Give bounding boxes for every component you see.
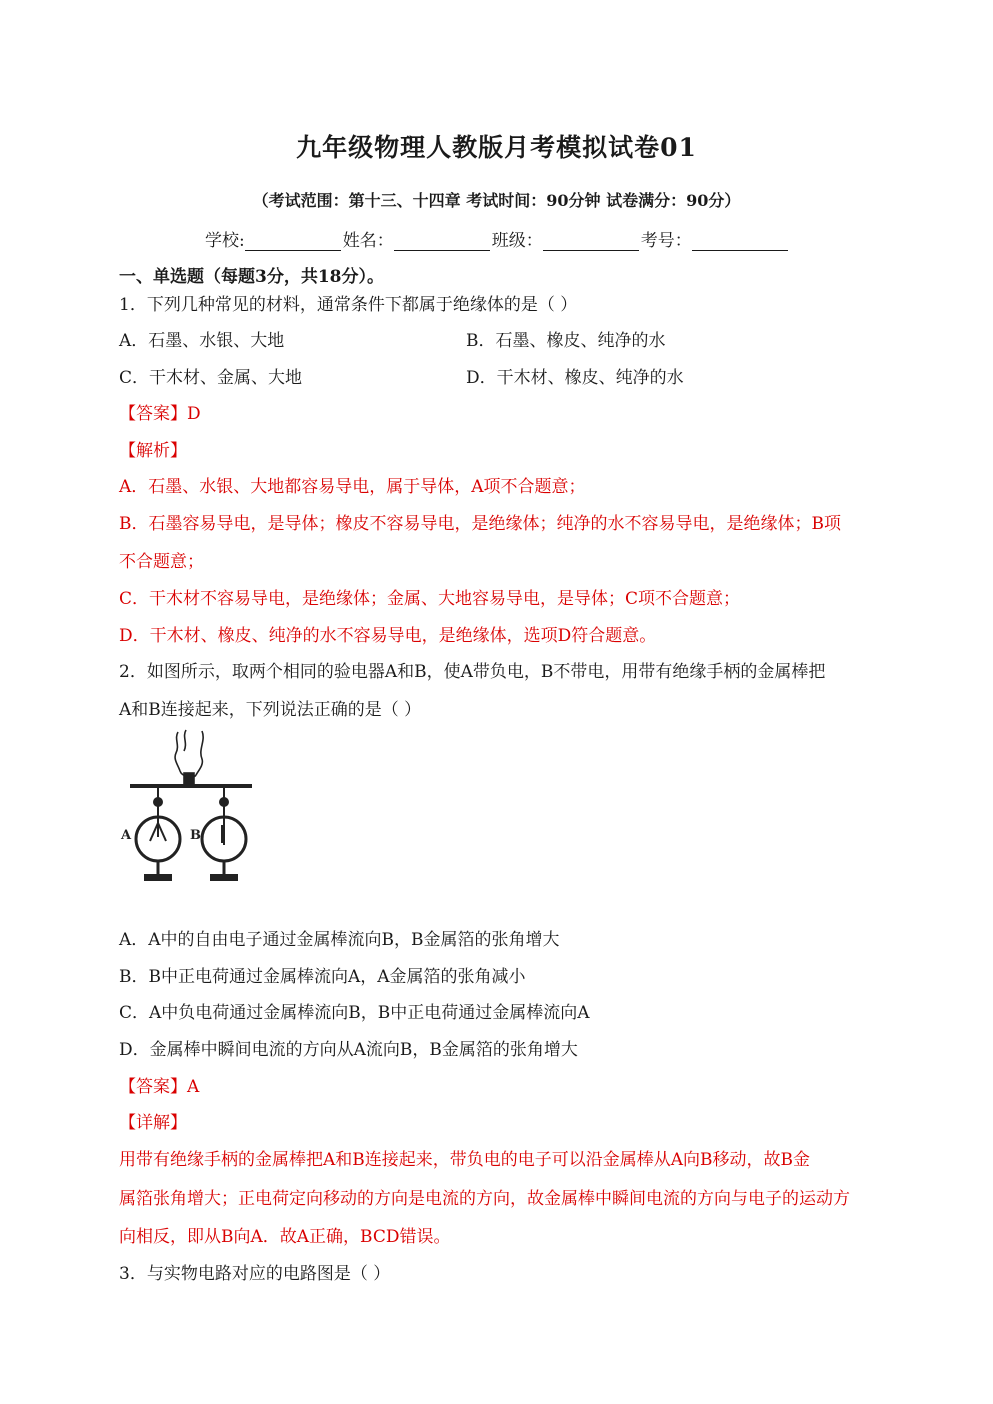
section1-heading: 一、单选题（每题3分，共18分）。: [119, 267, 384, 287]
q1-option-c: C．干木材、金属、大地: [119, 368, 303, 388]
q2-option-a: A．A中的自由电子通过金属棒流向B，B金属箔的张角增大: [119, 930, 560, 950]
exam-title: 九年级物理人教版月考模拟试卷01: [296, 133, 697, 162]
q2-stem-line: A和B连接起来，下列说法正确的是（ ）: [119, 700, 422, 720]
student-info-line: [205, 226, 790, 251]
metal-rod: [130, 784, 252, 788]
q2-analysis-line: 用带有绝缘手柄的金属棒把A和B连接起来，带负电的电子可以沿金属棒从A向B移动，故B金: [119, 1150, 811, 1170]
class-label: 班级：: [491, 231, 543, 251]
q1-analysis-line: D．干木材、橡皮、纯净的水不容易导电，是绝缘体，选项D符合题意。: [119, 626, 657, 646]
q1-answer-value: D: [187, 404, 201, 424]
class-blank[interactable]: [543, 232, 639, 251]
school-blank[interactable]: [245, 232, 341, 251]
label-b: B: [190, 828, 201, 843]
q2-option-b: B．B中正电荷通过金属棒流向A，A金属箔的张角减小: [119, 967, 526, 987]
q2-answer: [119, 1072, 199, 1097]
q2-option-d: D．金属棒中瞬间电流的方向从A流向B，B金属箔的张角增大: [119, 1040, 578, 1060]
q2-stem-line: 2．如图所示，取两个相同的验电器A和B，使A带负电，B不带电，用带有绝缘手柄的金属棒把: [119, 662, 826, 682]
electroscope-b: [202, 788, 246, 880]
q2-analysis-line: 属箔张角增大；正电荷定向移动的方向是电流的方向，故金属棒中瞬间电流的方向与电子的运动方: [119, 1189, 850, 1209]
q1-analysis-line: C．干木材不容易导电，是绝缘体；金属、大地容易导电，是导体；C项不合题意；: [119, 589, 741, 609]
electroscope-a: [136, 788, 180, 880]
name-label: 姓名：: [342, 231, 394, 251]
q1-answer-label: 【答案】: [119, 404, 187, 424]
q2-answer-label: 【答案】: [119, 1077, 187, 1097]
number-label: 考号：: [640, 231, 692, 251]
q1-analysis-line: B．石墨容易导电，是导体；橡皮不容易导电，是绝缘体；纯净的水不容易导电，是绝缘体；B项: [119, 514, 841, 534]
q1-analysis-line: 不合题意；: [119, 552, 204, 572]
q1-stem: 1．下列几种常见的材料，通常条件下都属于绝缘体的是（ ）: [119, 295, 578, 315]
q1-option-b: B．石墨、橡皮、纯净的水: [466, 331, 666, 351]
electroscope-figure: [118, 727, 258, 887]
q1-analysis-line: A．石墨、水银、大地都容易导电，属于导体，A项不合题意；: [119, 477, 586, 497]
name-blank[interactable]: [394, 232, 490, 251]
school-label: 学校:: [205, 231, 245, 251]
label-a: A: [121, 828, 132, 843]
q1-answer: [119, 399, 201, 424]
q1-option-d: D．干木材、橡皮、纯净的水: [466, 368, 684, 388]
q1-analysis-label: 【解析】: [119, 441, 187, 461]
q2-answer-value: A: [187, 1077, 200, 1097]
hand-icon: [175, 730, 203, 785]
q1-option-a: A．石墨、水银、大地: [119, 331, 285, 351]
q3-stem: 3．与实物电路对应的电路图是（ ）: [119, 1264, 391, 1284]
number-blank[interactable]: [692, 232, 788, 251]
q2-analysis-line: 向相反，即从B向A．故A正确，BCD错误。: [119, 1227, 451, 1247]
q2-analysis-label: 【详解】: [119, 1113, 187, 1133]
q2-option-c: C．A中负电荷通过金属棒流向B，B中正电荷通过金属棒流向A: [119, 1003, 590, 1023]
exam-subtitle: （考试范围：第十三、十四章 考试时间：90分钟 试卷满分：90分）: [252, 191, 741, 210]
